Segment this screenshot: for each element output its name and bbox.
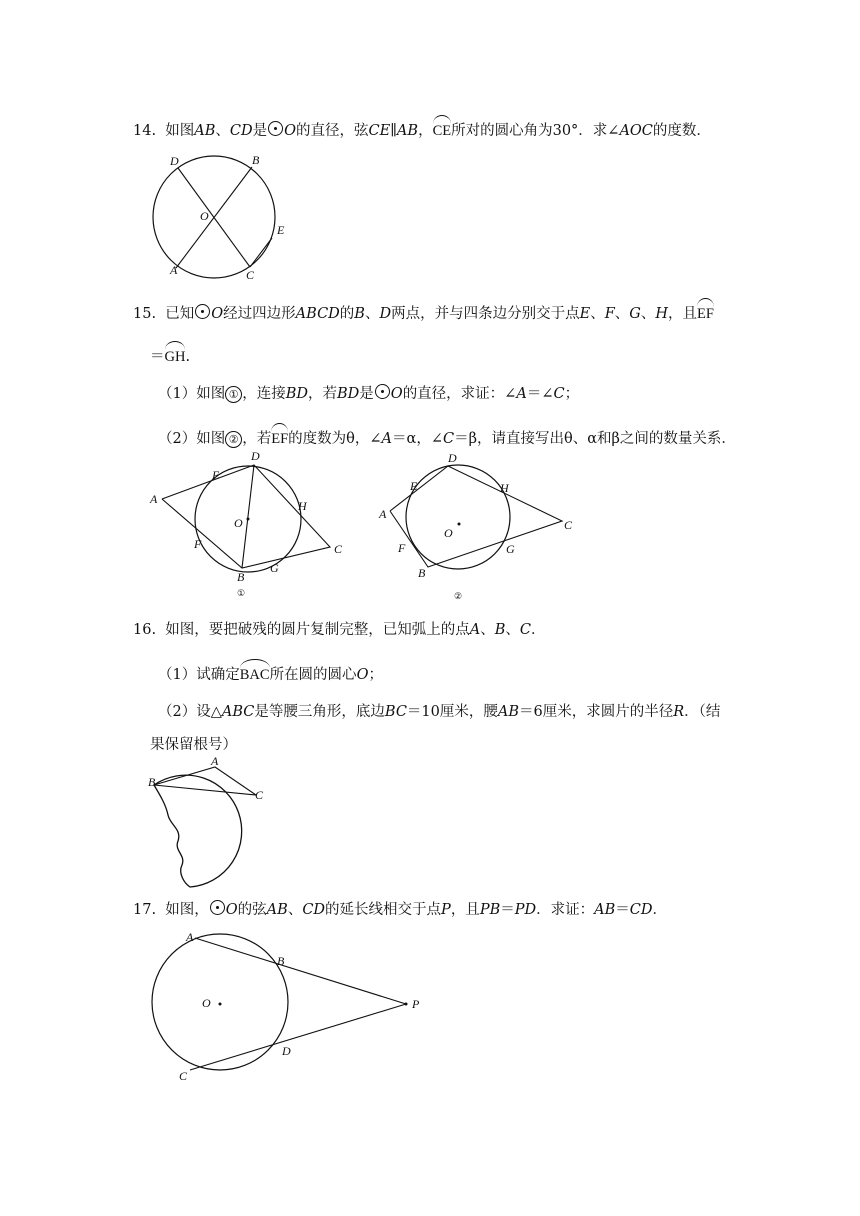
circle-symbol-icon: [210, 900, 225, 915]
arc-ef: EF: [697, 301, 714, 324]
fig15a-quadrilateral: [162, 465, 330, 568]
fig16-label-c: C: [255, 788, 264, 802]
fig15b-label-d: D: [448, 451, 457, 465]
fig15b-label-e: E: [410, 479, 418, 493]
fig14-label-b: B: [252, 153, 260, 167]
fig15a-label-g: G: [270, 561, 279, 575]
fig15b-label-b: B: [418, 566, 426, 580]
problem-16-sub2-line1: （2）设△ABC是等腰三角形，底边BC＝10厘米，腰AB＝6厘米，求圆片的半径R．（结: [158, 704, 721, 720]
fig17-secant-cp: [190, 1004, 406, 1070]
fig17-circle: [152, 934, 288, 1070]
figure-16: [140, 755, 280, 895]
figure-15-1: [140, 449, 370, 605]
problem-15-text-line2: ＝GH.: [150, 344, 190, 367]
fig14-label-o: O: [200, 209, 209, 223]
fig14-diameter-ab: [176, 167, 252, 268]
problem-16-sub1: （1）试确定BAC所在圆的圆心O；: [158, 662, 383, 685]
figure-15-2: [372, 451, 592, 605]
fig15a-label-o: O: [234, 516, 243, 530]
fig17-center-dot: [219, 1003, 222, 1006]
fig17-label-a: A: [186, 930, 194, 944]
fig14-chord-ce: [250, 238, 272, 267]
circle-symbol-icon: [195, 304, 210, 319]
fig15a-label-a: A: [150, 492, 158, 506]
fig14-label-d: D: [170, 154, 179, 168]
fig15a-label-h: H: [298, 499, 307, 513]
arc-ce: CE: [433, 118, 452, 141]
fig15b-label-num: ②: [454, 591, 463, 601]
fig14-label-a: A: [170, 263, 178, 277]
fig15a-label-c: C: [334, 542, 343, 556]
fig17-label-b: B: [277, 954, 285, 968]
fig15a-label-b: B: [237, 570, 245, 584]
fig15b-label-a: A: [379, 507, 387, 521]
fig15a-diameter-bd: [242, 465, 254, 568]
fig17-secant-ap: [195, 938, 406, 1004]
fig15b-label-c: C: [564, 518, 573, 532]
fig15b-circle: [406, 465, 510, 569]
fig16-triangle: [154, 767, 256, 795]
fig17-label-o: O: [202, 996, 211, 1010]
fig17-point-p: [405, 1003, 408, 1006]
fig17-label-c: C: [179, 1069, 188, 1083]
fig15a-center-dot: [247, 518, 250, 521]
circled-number-2: ②: [225, 431, 242, 448]
fig14-label-c: C: [246, 268, 255, 282]
fig16-label-b: B: [148, 775, 156, 789]
problem-15-sub1: （1）如图 ① ，连接BD，若BD是 O的直径，求证：∠A＝∠C；: [158, 386, 580, 402]
fig15b-label-g: G: [506, 542, 515, 556]
fig15b-center-dot: [458, 523, 461, 526]
figure-14: [140, 150, 300, 290]
circle-symbol-icon: [268, 121, 283, 136]
fig14-label-e: E: [277, 223, 285, 237]
circle-symbol-icon: [375, 384, 390, 399]
problem-15-sub2: （2）如图 ② ，若EF的度数为θ，∠A＝α，∠C＝β，请直接写出θ、α和β之间的数量关系．: [158, 426, 736, 449]
problem-15-text-line1: 15. 已知 O经过四边形ABCD的B、D两点，并与四条边分别交于点E、F、G、H，且EF: [133, 301, 714, 324]
fig15b-label-h: H: [500, 481, 509, 495]
fig15a-label-f: F: [194, 537, 202, 551]
arc-ef-2: EF: [271, 426, 288, 449]
fig15a-label-d: D: [251, 449, 260, 463]
figure-17: [140, 925, 440, 1090]
fig15a-label-e: E: [212, 468, 220, 482]
fig15a-label-num: ①: [237, 588, 246, 598]
arc-bac: BAC: [240, 662, 270, 685]
fig15b-label-o: O: [444, 526, 453, 540]
problem-14-text: 14. 如图AB、CD是 O的直径，弦CE∥AB，CE所对的圆心角为30°．求∠AOC的度数．: [133, 118, 711, 141]
problem-16-sub2-line2: 果保留根号）: [150, 737, 237, 753]
fig17-label-d: D: [282, 1044, 291, 1058]
problem-17-text: 17. 如图， O的弦AB、CD的延长线相交于点P，且PB＝PD．求证：AB＝CD．: [133, 902, 667, 918]
circled-number-1: ①: [225, 386, 242, 403]
arc-gh: GH: [165, 344, 186, 367]
problem-16-text-line1: 16. 如图，要把破残的圆片复制完整，已知弧上的点A、B、C．: [133, 622, 546, 638]
fig17-label-p: P: [412, 997, 420, 1011]
fig16-label-a: A: [211, 754, 219, 768]
fig15b-label-f: F: [398, 541, 406, 555]
